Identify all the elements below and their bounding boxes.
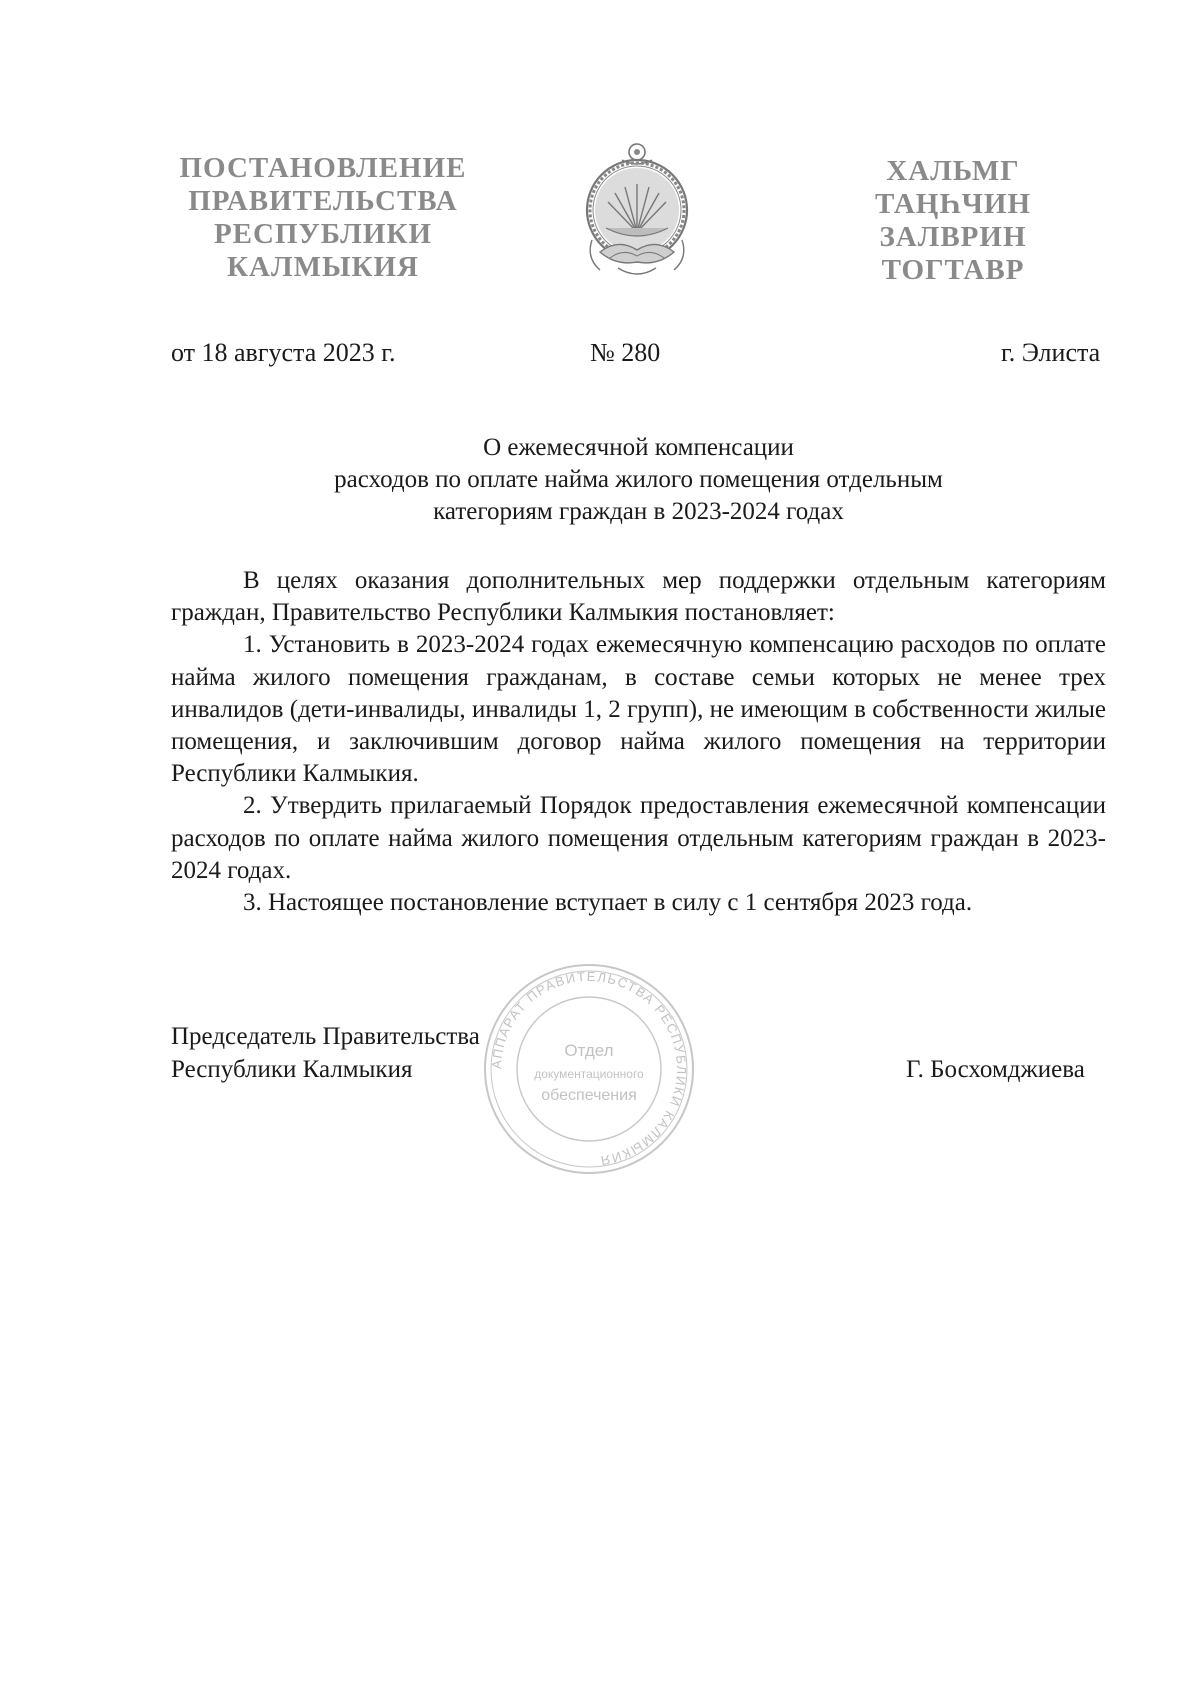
- document-city: г. Элиста: [1001, 338, 1101, 367]
- signatory-name: Г. Босхомджиева: [906, 1056, 1085, 1083]
- body-paragraph-preamble: В целях оказания дополнительных мер поддержки отдельным категориям граждан, Правительство Республики Калмыкия постановляет:: [171, 567, 1106, 627]
- title-line: О ежемесячной компенсации: [483, 434, 794, 461]
- signatory-position: [171, 1020, 480, 1086]
- document-title: [171, 432, 1106, 528]
- header-left-line: КАЛМЫКИЯ: [227, 251, 419, 283]
- coat-of-arms-icon: [578, 140, 696, 285]
- stamp-center-line: обеспечения: [541, 1087, 637, 1104]
- document-body: [171, 565, 1106, 919]
- title-line: расходов по оплате найма жилого помещения отдельным: [334, 466, 943, 493]
- header-right-line: ЗАЛВРИН: [879, 221, 1027, 253]
- header-title-russian: [178, 152, 468, 284]
- title-line: категориям граждан в 2023-2024 годах: [433, 498, 844, 525]
- signatory-position-line: Республики Калмыкия: [171, 1056, 413, 1083]
- official-stamp: [478, 958, 700, 1180]
- stamp-center-line: документационного: [534, 1067, 644, 1081]
- document-date: от 18 августа 2023 г.: [171, 338, 396, 367]
- header-left-line: РЕСПУБЛИКИ: [213, 218, 433, 250]
- header-right-line: ТОГТАВР: [881, 254, 1025, 286]
- signatory-position-line: Председатель Правительства: [171, 1023, 480, 1050]
- body-paragraph-item-3: 3. Настоящее постановление вступает в силу с 1 сентября 2023 года.: [243, 889, 973, 917]
- stamp-ring-text: АППАРАТ ПРАВИТЕЛЬСТВА РЕСПУБЛИКИ КАЛМЫКИЯ: [488, 968, 690, 1169]
- header-left-line: ПОСТАНОВЛЕНИЕ: [179, 152, 467, 184]
- document-number: № 280: [590, 338, 661, 367]
- stamp-center-line: Отдел: [564, 1041, 614, 1060]
- header-left-line: ПРАВИТЕЛЬСТВА: [188, 185, 458, 217]
- header-title-kalmyk: [868, 155, 1038, 287]
- body-paragraph-item-1: 1. Установить в 2023-2024 годах ежемесячную компенсацию расходов по оплате найма жилого помещения гражданам, в составе семьи которых не менее трех инвалидов (дети-инвалиды, инвалиды 1, 2 групп), не имеющим в собственности жилые помещения, и заключившим договор найма жилого помещения на территории Республики Калмыкия.: [171, 631, 1106, 788]
- header-right-line: ТАҢҺЧИН: [874, 188, 1032, 220]
- body-paragraph-item-2: 2. Утвердить прилагаемый Порядок предоставления ежемесячной компенсации расходов по оплате найма жилого помещения отдельным категориям граждан в 2023-2024 годах.: [171, 792, 1106, 884]
- header-right-line: ХАЛЬМГ: [886, 155, 1020, 187]
